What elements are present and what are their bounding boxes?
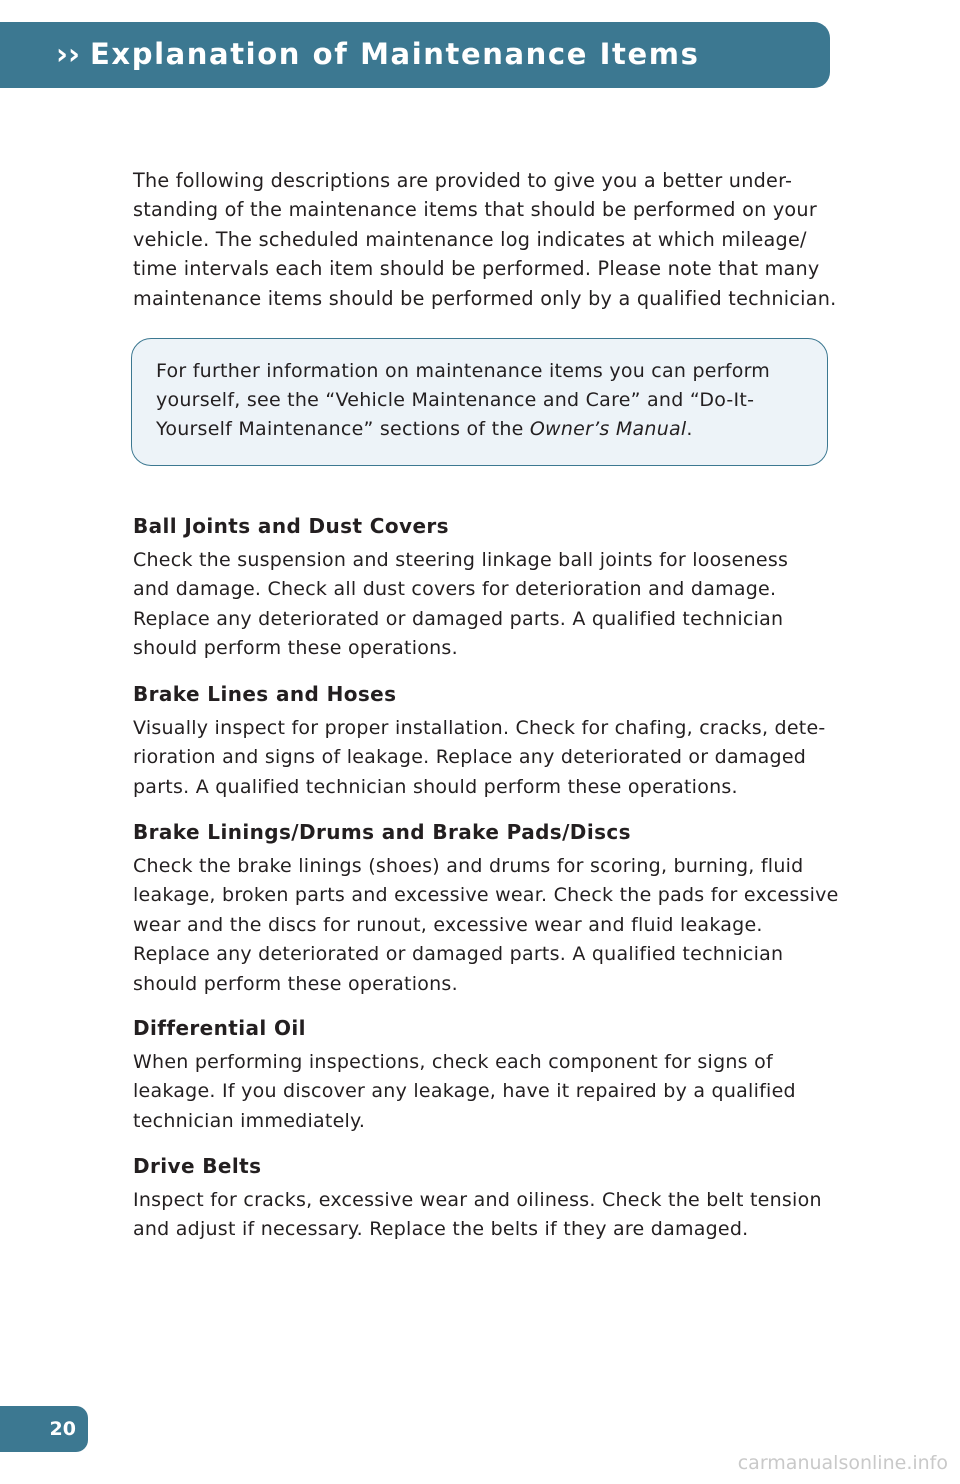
intro-line: maintenance items should be performed only by a qualified technician.	[133, 286, 837, 310]
section-heading: Ball Joints and Dust Covers	[133, 514, 449, 538]
section-line: Replace any deteriorated or damaged parts. A qualified technician	[133, 943, 784, 966]
section-line: should perform these operations.	[133, 637, 458, 660]
page-title-text: Explanation of Maintenance Items	[90, 37, 700, 71]
section-heading: Differential Oil	[133, 1016, 306, 1040]
note-line: For further information on maintenance items you can perform	[156, 360, 771, 382]
section-brake-lines	[133, 680, 833, 802]
section-line: Check the brake linings (shoes) and drums for scoring, burning, fluid	[133, 855, 804, 877]
section-heading: Brake Linings/Drums and Brake Pads/Discs	[133, 820, 631, 844]
section-ball-joints	[133, 512, 833, 664]
section-line: Visually inspect for proper installation. Check for chafing, cracks, dete-	[133, 717, 826, 739]
section-body	[133, 1048, 833, 1136]
page-number-tab	[0, 1406, 88, 1452]
section-line: Replace any deteriorated or damaged parts. A qualified technician	[133, 607, 784, 630]
section-body	[133, 546, 833, 664]
section-line: leakage, broken parts and excessive wear. Check the pads for excessive	[133, 884, 839, 907]
section-line: and adjust if necessary. Replace the belts if they are damaged.	[133, 1218, 749, 1241]
header-bar	[0, 22, 830, 88]
note-text	[156, 357, 806, 443]
section-line: Inspect for cracks, excessive wear and oiliness. Check the belt tension	[133, 1189, 822, 1211]
note-line-prefix: Yourself Maintenance” sections of the	[156, 417, 530, 440]
section-heading: Drive Belts	[133, 1154, 262, 1178]
intro-line: time intervals each item should be performed. Please note that many	[133, 257, 820, 281]
intro-line: The following descriptions are provided to give you a better under-	[133, 169, 793, 192]
section-line: technician immediately.	[133, 1109, 366, 1132]
section-line: When performing inspections, check each component for signs of	[133, 1051, 773, 1073]
intro-line: vehicle. The scheduled maintenance log indicates at which mileage/	[133, 227, 807, 251]
watermark: carmanualsonline.info	[737, 1452, 948, 1474]
page-number: 20	[49, 1418, 76, 1440]
intro-line: standing of the maintenance items that should be performed on your	[133, 198, 817, 222]
note-line: yourself, see the “Vehicle Maintenance and Care” and “Do-It-	[156, 388, 755, 411]
owners-manual-title: Owner’s Manual	[529, 417, 687, 440]
section-body	[133, 714, 833, 802]
section-body	[133, 852, 839, 999]
section-body	[133, 1186, 833, 1245]
note-line	[156, 415, 806, 444]
intro-paragraph	[133, 166, 837, 313]
section-line: Check the suspension and steering linkage ball joints for looseness	[133, 549, 789, 571]
section-line: and damage. Check all dust covers for deterioration and damage.	[133, 578, 777, 601]
section-brake-linings	[133, 818, 839, 999]
section-line: leakage. If you discover any leakage, have it repaired by a qualified	[133, 1080, 796, 1103]
section-drive-belts	[133, 1152, 833, 1245]
section-differential-oil	[133, 1014, 833, 1136]
section-line: wear and the discs for runout, excessive wear and fluid leakage.	[133, 913, 763, 936]
section-line: rioration and signs of leakage. Replace any deteriorated or damaged	[133, 746, 807, 769]
chevron-right-icon: ››	[56, 37, 80, 71]
section-line: parts. A qualified technician should perform these operations.	[133, 775, 738, 798]
note-line-suffix: .	[686, 417, 693, 440]
section-line: should perform these operations.	[133, 972, 458, 995]
section-heading: Brake Lines and Hoses	[133, 682, 397, 706]
note-box	[131, 338, 828, 466]
